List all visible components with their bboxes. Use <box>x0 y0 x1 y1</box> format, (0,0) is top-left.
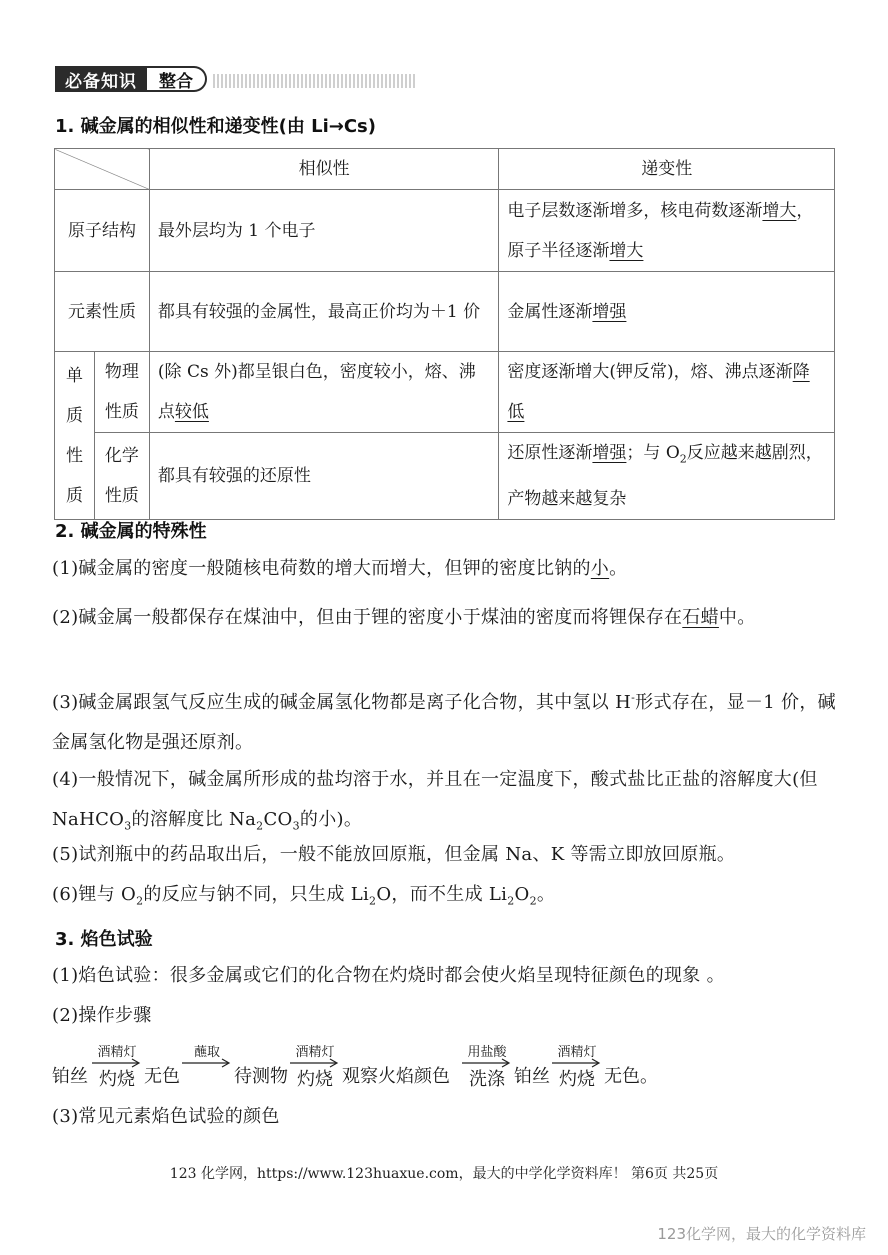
section2-title: 2. 碱金属的特殊性 <box>55 521 207 542</box>
row-group-label: 单 质 性 质 <box>55 352 95 520</box>
row-label-element: 元素性质 <box>55 272 150 352</box>
flow-arrow-dip: 蘸取 <box>182 1038 232 1098</box>
banner-tag-integrate: 整合 <box>147 66 207 92</box>
atom-similar: 最外层均为 1 个电子 <box>149 190 499 272</box>
header-gradient: 递变性 <box>499 149 835 190</box>
flow-arrow-burn-3: 酒精灯 灼烧 <box>552 1038 602 1098</box>
flow-step-colorless-2: 无色。 <box>604 1066 658 1087</box>
special-point-5: (5)试剂瓶中的药品取出后，一般不能放回原瓶，但金属 Na、K 等需立即放回原瓶。 <box>52 844 736 865</box>
common-colors-heading: (3)常见元素焰色试验的颜色 <box>52 1106 280 1127</box>
row-label-atom: 原子结构 <box>55 190 150 272</box>
operation-flow <box>52 1038 852 1098</box>
header-similar: 相似性 <box>149 149 499 190</box>
arrow-right-icon <box>182 1058 232 1068</box>
table-corner-cell <box>55 149 150 190</box>
flow-arrow-wash: 用盐酸 洗涤 <box>462 1038 512 1098</box>
element-similar: 都具有较强的金属性，最高正价均为＋1 价 <box>149 272 499 352</box>
flame-test-definition: (1)焰色试验：很多金属或它们的化合物在灼烧时都会使火焰呈现特征颜色的现象 。 <box>52 965 725 986</box>
special-point-6: (6)锂与 $O_2$的反应与钠不同，只生成 $Li_2O$，而不生成 $Li_2O_2$。 <box>52 884 556 908</box>
row-label-chemical: 化学 性质 <box>94 433 149 520</box>
flow-step-colorless: 无色 <box>144 1066 180 1087</box>
special-point-1: (1)碱金属的密度一般随核电荷数的增大而增大，但钾的密度比钠的小。 <box>52 558 628 579</box>
chemical-gradient: 还原性逐渐增强；与 $O_2$反应越来越剧烈，产物越来越复杂 <box>499 433 835 520</box>
operation-steps-heading: (2)操作步骤 <box>52 1005 152 1026</box>
alkali-metal-table <box>54 148 835 520</box>
section-banner <box>55 66 415 92</box>
atom-gradient: 电子层数逐渐增多，核电荷数逐渐增大，原子半径逐渐增大 <box>499 190 835 272</box>
page-footer: 123 化学网，https://www.123huaxue.com，最大的中学化学资料库！ 第6页 共25页 <box>169 1166 719 1182</box>
special-point-2: (2)碱金属一般都保存在煤油中，但由于锂的密度小于煤油的密度而将锂保存在石蜡中。 <box>52 607 756 628</box>
section1-title: 1. 碱金属的相似性和递变性(由 Li→Cs) <box>55 116 376 137</box>
watermark: 123化学网，最大的化学资料库 <box>657 1225 866 1243</box>
flow-step-sample: 待测物 <box>234 1066 288 1087</box>
chemical-similar: 都具有较强的还原性 <box>149 433 499 520</box>
flow-arrow-burn-2: 酒精灯 灼烧 <box>290 1038 340 1098</box>
special-point-4: (4)一般情况下，碱金属所形成的盐均溶于水，并且在一定温度下，酸式盐比正盐的溶解度大(但 NaHCO$_3$的溶解度比 $Na_2CO_3$的小)。 <box>52 769 818 833</box>
row-label-physical: 物理 性质 <box>94 352 149 433</box>
banner-tag-knowledge: 必备知识 <box>55 66 147 92</box>
element-gradient: 金属性逐渐增强 <box>499 272 835 352</box>
physical-gradient: 密度逐渐增大(钾反常)，熔、沸点逐渐降低 <box>499 352 835 433</box>
flow-step-platinum-wire-2: 铂丝 <box>514 1066 550 1087</box>
section3-title: 3. 焰色试验 <box>55 929 153 950</box>
special-point-3: (3)碱金属跟氢气反应生成的碱金属氢化物都是离子化合物，其中氢以 H-形式存在，显－1 价，碱金属氢化物是强还原剂。 <box>52 691 836 753</box>
physical-similar: (除 Cs 外)都呈银白色，密度较小，熔、沸点较低 <box>149 352 499 433</box>
flow-arrow-burn-1: 酒精灯 灼烧 <box>92 1038 142 1098</box>
banner-stripe <box>213 74 415 88</box>
flow-step-observe: 观察火焰颜色 <box>342 1066 450 1087</box>
flow-step-platinum-wire: 铂丝 <box>52 1066 88 1087</box>
